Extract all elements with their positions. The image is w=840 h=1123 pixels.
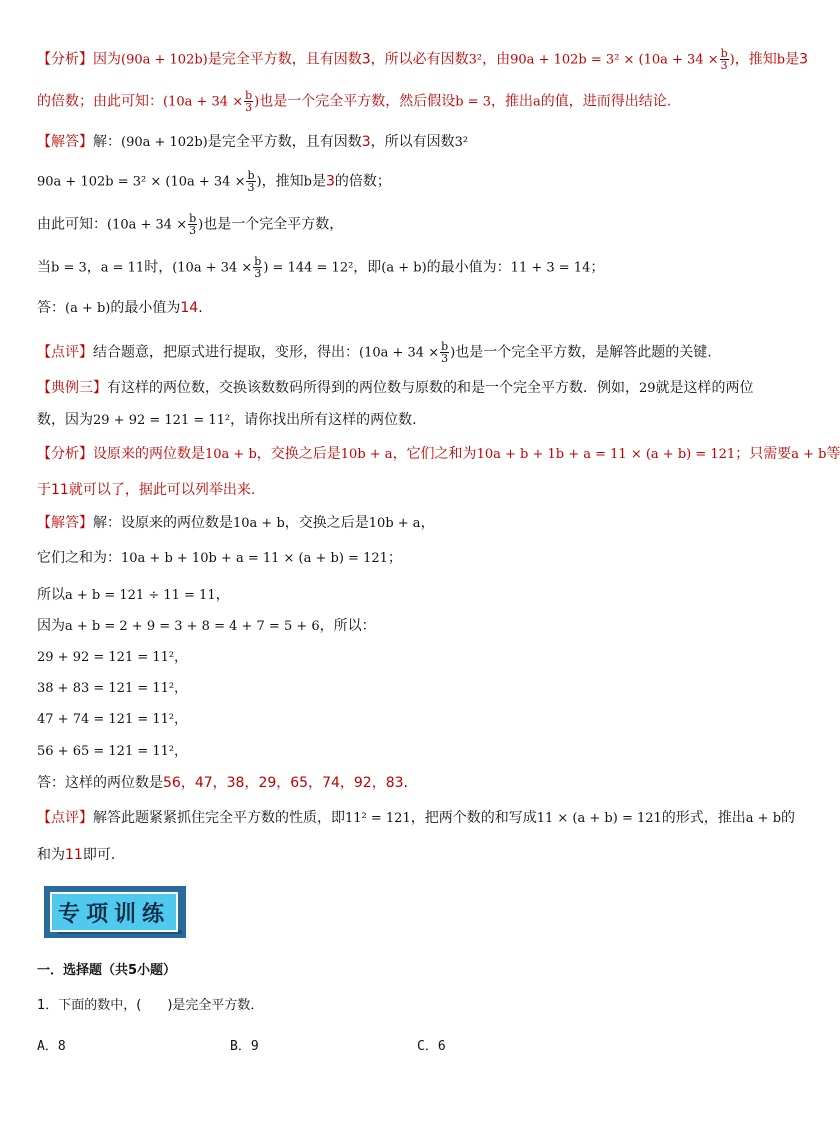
math: a: [532, 94, 541, 110]
text: ，所以：: [319, 618, 376, 634]
text: ，由: [482, 51, 511, 68]
text: ，即: [353, 259, 382, 276]
math: ): [450, 345, 456, 361]
solution-line-4: [37, 256, 604, 279]
text: 的形式，推出: [661, 810, 746, 826]
math: (a + b): [381, 260, 427, 276]
math: b = 3: [455, 94, 491, 110]
comment-tag: 【点评】: [37, 810, 93, 826]
number: 3: [325, 173, 335, 190]
text: 时，: [144, 259, 173, 276]
math: 10a + b + 1b + a = 11 × (a + b) = 121: [476, 447, 736, 462]
math: (10a + 34 ×: [107, 217, 188, 233]
fraction-num: b: [245, 89, 253, 102]
math: a + b = 121 ÷ 11 = 11: [65, 588, 216, 603]
math: ): [254, 94, 260, 110]
text: 的倍数；由此可知：: [37, 93, 163, 110]
text: ；: [590, 259, 605, 276]
equation-2: 38 + 83 = 121 = 11²，: [37, 681, 188, 696]
text: 是完全平方数，且有因数: [207, 134, 362, 150]
comment-line-1: [37, 341, 712, 364]
fraction: [440, 341, 449, 364]
math: 3²: [468, 52, 483, 68]
text: 就可以了，据此可以列举出来.: [68, 482, 256, 498]
text: 解答此题紧紧抓住完全平方数的性质，即: [93, 810, 345, 826]
math: b = 3: [51, 260, 87, 276]
text: 的: [781, 810, 796, 826]
math: a + b = 2 + 9 = 3 + 8 = 4 + 7 = 5 + 6: [65, 619, 320, 634]
special-training-banner: [44, 886, 186, 938]
text: 的最小值为：: [426, 259, 511, 276]
equation-1: 29 + 92 = 121 = 11²，: [37, 650, 188, 665]
solution2-line-4: [37, 616, 376, 637]
option-a[interactable]: A．8: [37, 1039, 66, 1054]
text: 因为: [37, 618, 65, 634]
math: ): [729, 52, 735, 68]
banner-text: 专项训练: [57, 900, 170, 927]
text: 它们之和为：: [37, 550, 121, 566]
text: 的最小值为: [110, 300, 181, 316]
text: ，交换之后是: [256, 446, 341, 462]
text: ，推出: [490, 93, 533, 110]
fraction-den: 3: [189, 224, 197, 237]
text: ，: [215, 587, 230, 603]
math: (10a + 34 ×: [172, 260, 253, 276]
text: ，请你找出所有这样的两位数.: [230, 412, 417, 428]
math: 10b + a: [340, 447, 393, 462]
solution-line-3: [37, 213, 343, 236]
text: ；: [387, 550, 402, 566]
number: 3: [361, 51, 371, 68]
math: ): [198, 217, 204, 233]
math: a + b: [791, 447, 827, 462]
math: 10a + b: [205, 447, 257, 462]
example3-line-2: [37, 410, 417, 431]
fraction-den: 3: [245, 101, 253, 114]
text: 和为: [37, 847, 65, 863]
math: 3²: [454, 135, 469, 150]
text: 当: [37, 259, 51, 276]
fraction: [720, 48, 729, 71]
math: (10a + 34 ×: [359, 345, 440, 361]
text: 由此可知：: [37, 216, 107, 233]
math: (90a + 102b): [121, 52, 208, 68]
math: 10b + a: [368, 516, 421, 531]
text: ，所以必有因数: [370, 51, 469, 68]
fraction-num: b: [441, 340, 449, 353]
text: 是: [785, 51, 800, 68]
option-c[interactable]: C．6: [417, 1039, 446, 1054]
text: ；只需要: [735, 446, 792, 462]
comment2-line-1: [37, 808, 795, 829]
math: a = 11: [100, 260, 145, 276]
number: 29: [639, 381, 656, 396]
text: 有这样的两位数，交换该数数码所得到的两位数与原数的和是一个完全平方数．例如，: [107, 380, 639, 396]
section-heading: 一．选择题（共5小题）: [37, 963, 177, 978]
text: .: [198, 300, 203, 316]
math: (90a + 102b): [121, 135, 208, 150]
solution2-answer: [37, 773, 408, 793]
text: .: [403, 775, 408, 791]
fraction: [246, 170, 255, 193]
equation-3: 47 + 74 = 121 = 11²，: [37, 712, 188, 727]
text: ，: [420, 515, 435, 531]
text: ，所以有因数: [370, 134, 455, 150]
equation-4: 56 + 65 = 121 = 11²，: [37, 744, 188, 759]
number: 11: [65, 847, 83, 863]
math: ) = 144 = 12²: [263, 260, 354, 276]
fraction-den: 3: [720, 59, 728, 72]
number: 3: [361, 134, 371, 150]
analysis-line-1: [37, 48, 808, 71]
math: 90a + 102b = 3² × (10a + 34 ×: [37, 174, 246, 190]
math: 10a + b: [233, 516, 285, 531]
text: 因为: [93, 51, 121, 68]
text: 是完全平方数，且有因数: [207, 51, 362, 68]
solution2-line-3: [37, 585, 230, 606]
math: (10a + 34 ×: [163, 94, 244, 110]
text: 也是一个完全平方数，是解答此题的关键.: [455, 344, 712, 361]
fraction-num: b: [247, 169, 255, 182]
question-1: 1．下面的数中，( )是完全平方数．: [37, 998, 264, 1013]
fraction-num: b: [189, 212, 197, 225]
option-b[interactable]: B．9: [230, 1039, 259, 1054]
comment-tag: 【点评】: [37, 344, 93, 361]
text: 结合题意，把原式进行提取，变形，得出：: [93, 344, 359, 361]
analysis2-line-2: [37, 480, 255, 500]
solution2-line-2: [37, 548, 402, 569]
analysis2-line-1: [37, 444, 840, 465]
fraction-num: b: [254, 255, 262, 268]
text: 也是一个完全平方数，然后假设: [259, 93, 456, 110]
text: 所以: [37, 587, 65, 603]
fraction-den: 3: [441, 352, 449, 365]
text: 于: [37, 482, 51, 498]
text: 即可.: [82, 847, 116, 863]
math: 90a + 102b = 3² × (10a + 34 ×: [510, 52, 719, 68]
text: ，推知: [261, 173, 304, 190]
text: ，把两个数的和写成: [410, 810, 537, 826]
text: 解：设原来的两位数是: [93, 515, 233, 531]
fraction-den: 3: [254, 267, 262, 280]
text: 解：: [93, 134, 121, 150]
math: b: [776, 52, 786, 68]
number: 14: [180, 300, 199, 316]
solution-answer: [37, 298, 203, 319]
text: 的倍数；: [334, 173, 391, 190]
math: ): [256, 174, 262, 190]
math: 11² = 121: [345, 811, 411, 826]
answer-numbers: 56，47，38，29，65，74，92，83: [163, 775, 404, 791]
math: a + b: [745, 811, 782, 826]
solution-tag: 【解答】: [37, 134, 93, 150]
fraction-den: 3: [247, 181, 255, 194]
text: ，交换之后是: [284, 515, 369, 531]
text: 设原来的两位数是: [93, 446, 205, 462]
fraction: [244, 90, 253, 113]
banner-inner: [50, 892, 178, 932]
analysis-tag: 【分析】: [37, 446, 93, 462]
text: 是: [311, 173, 326, 190]
fraction-num: b: [720, 47, 728, 60]
text: 的值，进而得出结论.: [540, 93, 672, 110]
solution-line-2: [37, 170, 391, 193]
text: 等: [826, 446, 840, 462]
text: ，它们之和为: [392, 446, 477, 462]
text: 答：: [37, 300, 65, 316]
fraction: [188, 213, 197, 236]
analysis-line-2: [37, 90, 671, 113]
text: 也是一个完全平方数，: [203, 216, 344, 233]
analysis-tag: 【分析】: [37, 51, 93, 68]
solution2-line-1: [37, 513, 435, 534]
example-tag: 【典例三】: [37, 380, 107, 396]
math: b: [303, 174, 312, 190]
text: ，推知: [734, 51, 777, 68]
solution-tag: 【解答】: [37, 515, 93, 531]
text: 答：这样的两位数是: [37, 775, 163, 791]
text: ，: [86, 259, 101, 276]
number: 3: [799, 51, 808, 68]
example3-line-1: [37, 378, 754, 399]
fraction: [253, 256, 262, 279]
math: (a + b): [65, 301, 111, 316]
number: 11: [51, 482, 69, 498]
math: 11 × (a + b) = 121: [536, 811, 662, 826]
text: 数，因为: [37, 412, 93, 428]
solution-line-1: [37, 132, 468, 153]
text: 就是这样的两位: [655, 380, 754, 396]
math: 10a + b + 10b + a = 11 × (a + b) = 121: [121, 551, 388, 566]
math: 11 + 3 = 14: [510, 260, 591, 276]
comment2-line-2: [37, 845, 115, 865]
math: 29 + 92 = 121 = 11²: [93, 413, 231, 428]
